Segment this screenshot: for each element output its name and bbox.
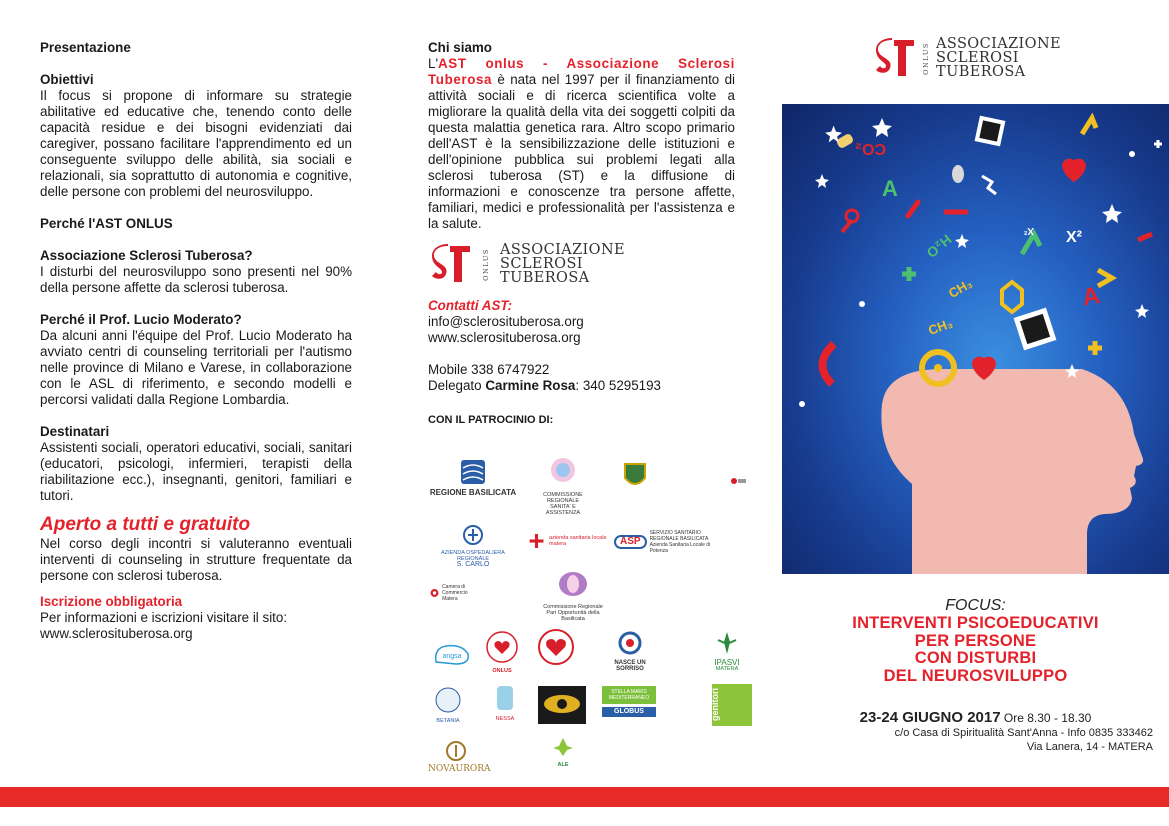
- poster-x2-b: X²: [1024, 225, 1034, 236]
- logo-line3: TUBEROSA: [500, 270, 590, 286]
- focus-block: [782, 597, 1169, 754]
- contact-email[interactable]: info@sclerosituberosa.org: [428, 314, 584, 329]
- destinatari-text: Assistenti sociali, operatori educativi, sociali, sanitari (educatori, psicologi, infermieri, terapisti della riabilitazione ecc.), insegnanti, genitori, familiari e tutori.: [40, 440, 352, 503]
- novaurora-label: NOVAURORA: [428, 764, 491, 774]
- focus-label: FOCUS:: [945, 597, 1006, 614]
- event-date: [782, 709, 1169, 726]
- associazione-text: I disturbi del neurosviluppo sono presenti nel 90% della persone affette da sclerosi tuberosa.: [40, 264, 352, 295]
- obiettivi-text: Il focus si propone di informare su strategie abilitative ed educative che, tenendo conto delle capacità residue e dei bisogni evidenziati dai caregiver, possano facilitare l'apprendimento ed un conseguente sviluppo delle abilità, sia sociali e relazionali, sia soprattutto di autonomia e cognitive, delle persone con problemi del neurosviluppo.: [40, 88, 352, 199]
- sponsor-asp: [614, 530, 724, 554]
- logo-name: [936, 37, 1061, 79]
- san-carlo-line2: S. CARLO: [456, 561, 490, 568]
- asp-mark: ASP: [614, 535, 647, 549]
- iscrizione-url[interactable]: www.sclerosituberosa.org: [40, 626, 193, 641]
- chi-rest: è nata nel 1997 per il finanziamento di attività sociali e di ricerca scientifica volte a migliorare la qualità della vita dei soggetti colpiti da questa malattia genetica rara. Altro scopo primario dell'AST è la sensibilizzazione delle istituzioni e dell'opinione pubblica sui problemi legati alla sclerosi tuberosa (ST) e la diffusione di informazioni e conoscenze tra persone affette, familiari, medici e professionalità per l'assistenza e la salute.: [428, 72, 735, 231]
- logo-onlus: ONLUS: [922, 41, 930, 75]
- sponsor-ao-san-carlo: [428, 524, 518, 568]
- nasce-sorriso-icon: [616, 630, 644, 656]
- left-column: [40, 40, 352, 642]
- san-carlo-line1: AZIENDA OSPEDALIERA REGIONALE: [441, 550, 505, 562]
- sponsor-nasce: [600, 630, 660, 672]
- sponsor-camera: [430, 584, 480, 602]
- sponsor-nessa: [490, 684, 520, 722]
- sponsor-novaurora: [428, 740, 491, 774]
- camera-label: Camera di Commercio Matera: [442, 584, 468, 602]
- chi-siamo-heading: Chi siamo: [428, 40, 492, 55]
- head-silhouette: [881, 369, 1143, 574]
- footer-red-bar: [0, 787, 1169, 807]
- logo-line2: SCLEROSI: [500, 256, 583, 272]
- sponsor-stella-globus: [602, 686, 656, 717]
- ale-label: ALE: [557, 762, 569, 768]
- contatti-heading: Contatti AST:: [428, 298, 513, 313]
- sponsor-small: [728, 476, 748, 490]
- event-hours: Ore 8.30 - 18.30: [1000, 711, 1092, 725]
- middle-column: [428, 40, 735, 428]
- regione-crest-icon: [459, 458, 487, 486]
- iscrizione-heading: Iscrizione obbligatoria: [40, 594, 183, 609]
- head-ideas-illustration: [782, 104, 1169, 574]
- eye-icon: [538, 686, 586, 724]
- logo-name: [500, 243, 625, 285]
- sponsor-genitori: [712, 684, 752, 726]
- obiettivi-heading: Obiettivi: [40, 72, 94, 87]
- perche-ast-heading: Perché l'AST ONLUS: [40, 216, 173, 231]
- asm-label: azienda sanitaria locale matera: [549, 535, 607, 547]
- poster-illustration: [782, 104, 1169, 574]
- pari-opp-icon: [555, 570, 591, 600]
- sponsor-onlus: [482, 630, 522, 674]
- poster-letter-a2: A: [1080, 281, 1103, 312]
- ipasvi-sub: MATERA: [715, 666, 739, 672]
- poster-letter-a1: A: [882, 176, 898, 201]
- sponsor-commissione: [538, 456, 588, 516]
- ipasvi-label: IPASVI: [714, 658, 740, 667]
- logo-line3: TUBEROSA: [936, 64, 1026, 80]
- angsa-label: angsa: [442, 653, 462, 660]
- contact-web[interactable]: www.sclerosituberosa.org: [428, 330, 581, 345]
- ale-icon: [551, 736, 575, 758]
- event-address-line1: c/o Casa di Spiritualità Sant'Anna - Info 0835 333462: [894, 727, 1153, 739]
- poster-ch3-a: CH₃: [945, 275, 975, 301]
- globus-label: GLOBUS: [602, 707, 656, 717]
- commissione-label: COMMISSIONE REGIONALE SANITA' E ASSISTENZA: [543, 492, 583, 516]
- ast-logo-icon: [428, 242, 472, 286]
- nessa-icon: [493, 684, 517, 712]
- contact-mobile: Mobile 338 6747922: [428, 362, 550, 377]
- iscrizione-text: Per informazioni e iscrizioni visitare il sito:: [40, 610, 288, 625]
- commissione-icon: [546, 456, 580, 488]
- chi-siamo-text: [428, 56, 735, 232]
- logo-onlus: ONLUS: [482, 247, 490, 281]
- novaurora-icon: [443, 740, 469, 762]
- patrocinio-heading: CON IL PATROCINIO DI:: [428, 414, 554, 426]
- focus-title-line1: INTERVENTI PSICOEDUCATIVI: [852, 614, 1099, 632]
- ast-name-highlight: AST onlus - Associazione Sclerosi Tuberosa: [428, 56, 735, 87]
- logo-line1: ASSOCIAZIONE: [936, 36, 1062, 52]
- aperto-heading: Aperto a tutti e gratuito: [40, 514, 251, 535]
- focus-title-line2: PER PERSONE: [914, 631, 1037, 650]
- ast-logo-right: [872, 36, 1061, 80]
- asp-line2: Azienda Sanitaria Locale di Potenza: [649, 542, 711, 554]
- sponsor-ale: [538, 736, 588, 768]
- pari-opp-label: Commissione Regionale Pari Opportunità della Basilicata: [543, 604, 603, 622]
- event-date-value: 23-24 GIUGNO 2017: [859, 709, 1001, 726]
- sponsor-eye: [538, 686, 586, 724]
- ipasvi-icon: [714, 630, 740, 656]
- onlus-heart-icon: [485, 630, 519, 664]
- associazione-heading: Associazione Sclerosi Tuberosa?: [40, 248, 253, 263]
- focus-title: [782, 615, 1169, 685]
- destinatari-heading: Destinatari: [40, 424, 110, 439]
- perche-moderato-heading: Perché il Prof. Lucio Moderato?: [40, 312, 242, 327]
- camera-commercio-icon: [430, 585, 439, 601]
- sponsor-asm: [528, 530, 608, 552]
- aperto-text: Nel corso degli incontri si valuteranno eventuali interventi di counseling in strutture frequentate da persone con sclerosi tuberosa.: [40, 536, 352, 583]
- delegato-number: : 340 5295193: [575, 378, 662, 393]
- sponsor-comune: [620, 460, 650, 494]
- poster-ch3-b: CH₃: [926, 315, 955, 338]
- nasce-label: NASCE UN SORRISO: [614, 660, 646, 672]
- onlus-label: ONLUS: [492, 668, 512, 674]
- sponsor-angsa: [430, 642, 474, 660]
- betania-icon: [433, 686, 463, 714]
- sponsor-ipasvi: [712, 630, 742, 672]
- betania-label: BETANIA: [436, 718, 460, 724]
- sponsor-heart: [536, 628, 576, 670]
- sponsor-logos: [428, 450, 758, 780]
- stella-label: STELLA MARIS MEDITERRANEO: [602, 686, 656, 704]
- small-logo-icon: [730, 476, 746, 486]
- perche-moderato-text: Da alcuni anni l'équipe del Prof. Lucio Moderato ha avviato centri di counseling territoriali per l'autismo nelle province di Milano e Varese, in collaborazione con le ASL di riferimento, e secondo modelli e percorsi validati dalla Regione Lombardia.: [40, 328, 352, 407]
- logo-line1: ASSOCIAZIONE: [500, 242, 626, 258]
- sponsor-betania: [430, 686, 466, 724]
- ast-logo-icon: [872, 36, 916, 80]
- genitori-label: genitori: [710, 688, 720, 722]
- poster-x2: X²: [1066, 229, 1082, 246]
- focus-title-line3: CON DISTURBI: [914, 649, 1037, 667]
- focus-title-line4: DEL NEUROSVILUPPO: [883, 666, 1068, 685]
- nessa-label: NESSA: [495, 716, 515, 722]
- san-carlo-icon: [462, 524, 484, 546]
- contact-delegato: [428, 378, 735, 394]
- regione-label: REGIONE BASILICATA: [429, 488, 517, 497]
- chi-pre: L': [428, 56, 439, 71]
- sponsor-regione: [428, 458, 518, 496]
- poster-co2: CO₂: [854, 140, 886, 157]
- ast-logo-middle: [428, 242, 735, 286]
- comune-crest-icon: [623, 460, 647, 490]
- event-address-line2: Via Lanera, 14 - MATERA: [1026, 741, 1153, 753]
- sponsor-pari-opp: [538, 570, 608, 622]
- delegato-pre: Delegato: [428, 378, 486, 393]
- asm-icon: [528, 530, 545, 552]
- logo-line2: SCLEROSI: [936, 50, 1019, 66]
- floating-symbols: [799, 116, 1162, 407]
- poster-h2o: H₂O: [923, 231, 955, 262]
- asp-line1: SERVIZIO SANITARIO REGIONALE BASILICATA: [649, 530, 709, 542]
- presentazione-heading: Presentazione: [40, 40, 131, 55]
- delegato-name: Carmine Rosa: [485, 378, 576, 393]
- heart-ring-icon: [537, 628, 575, 666]
